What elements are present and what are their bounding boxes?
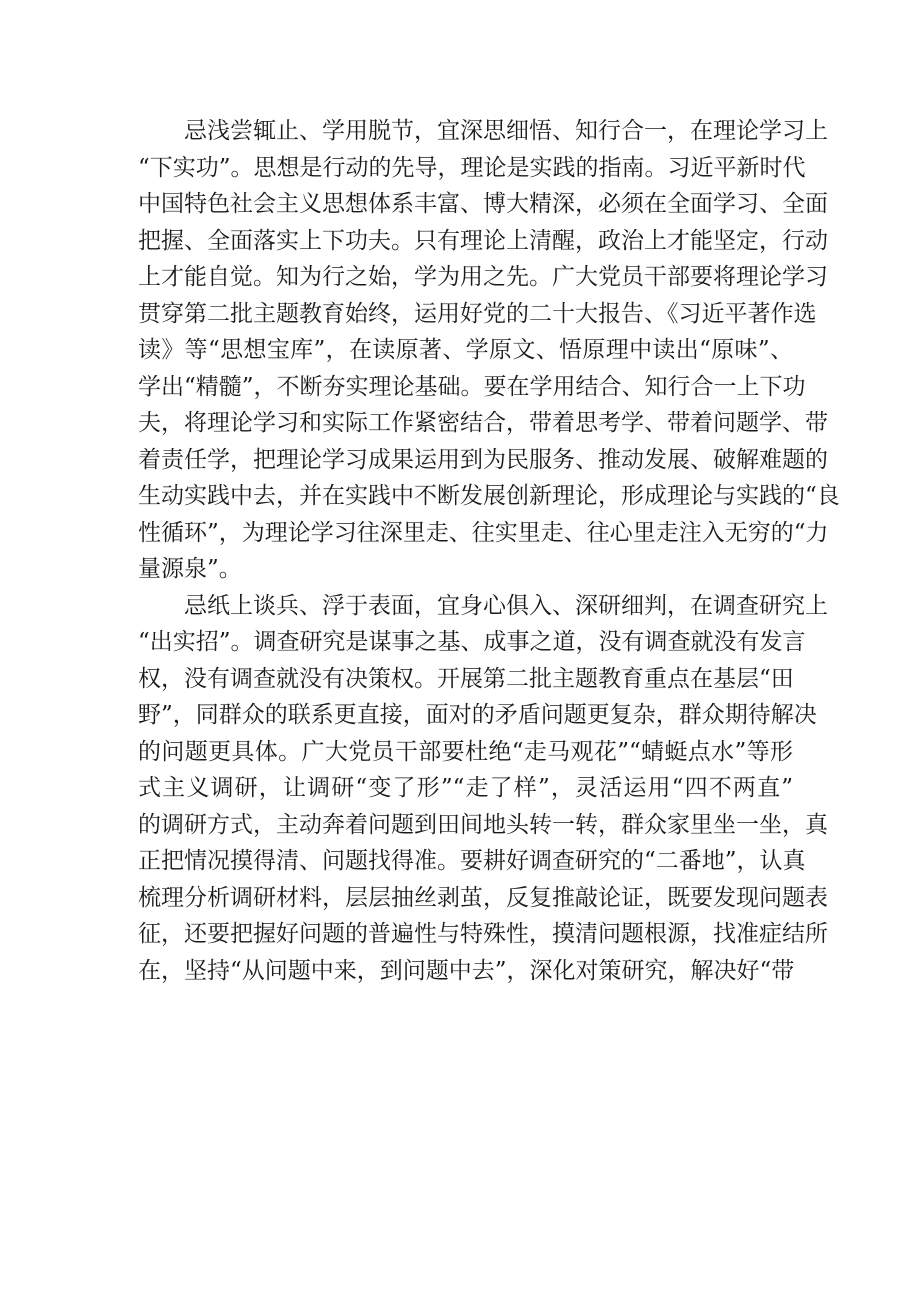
text-line: 性循环”，为理论学习往深里走、往实里走、往心里走注入无穷的“力: [138, 519, 829, 546]
text-line: 中国特色社会主义思想体系丰富、博大精深，必须在全面学习、全面: [138, 191, 828, 217]
text-line: “出实招”。调查研究是谋事之基、成事之道，没有调查就没有发言: [138, 629, 806, 655]
text-line: 权，没有调查就没有决策权。开展第二批主题教育重点在基层“田: [138, 665, 794, 692]
text-line: 贯穿第二批主题教育始终，运用好党的二十大报告、《习近平著作选: [138, 300, 817, 327]
paragraph-investigation-research: [138, 588, 828, 990]
text-line: 正把情况摸得清、问题找得准。要耕好调查研究的“二番地”，认真: [138, 848, 806, 874]
text-line: “下实功”。思想是行动的先导，理论是实践的指南。习近平新时代: [138, 154, 806, 181]
text-line: 上才能自觉。知为行之始，学为用之先。广大党员干部要将理论学习: [138, 264, 828, 290]
text-line: 读》等“思想宝库”，在读原著、学原文、悟原理中读出“原味”、: [138, 337, 793, 363]
document-body: [138, 113, 840, 989]
text-line: 式主义调研，让调研“变了形”“走了样”，灵活运用“四不两直”: [138, 775, 793, 801]
text-line: 量源泉”。: [138, 556, 242, 582]
text-line: 梳理分析调研材料，层层抽丝剥茧，反复推敲论证，既要发现问题表: [138, 884, 828, 911]
text-line: 的问题更具体。广大党员干部要杜绝“走马观花”“蜻蜓点水”等形: [138, 738, 793, 765]
paragraph-theory-study: [138, 113, 840, 588]
text-line: 的调研方式，主动奔着问题到田间地头转一转，群众家里坐一坐，真: [138, 811, 828, 838]
text-line: 学出“精髓”，不断夯实理论基础。要在学用结合、知行合一上下功: [138, 373, 806, 400]
text-line: 生动实践中去，并在实践中不断发展创新理论，形成理论与实践的“良: [138, 483, 840, 509]
text-line: 野”，同群众的联系更直接，面对的矛盾问题更复杂，群众期待解决: [138, 702, 817, 728]
text-line: 在，坚持“从问题中来，到问题中去”，深化对策研究，解决好“带: [138, 957, 795, 984]
text-line: 着责任学，把理论学习成果运用到为民服务、推动发展、破解难题的: [138, 446, 828, 473]
text-line: 忌浅尝辄止、学用脱节，宜深思细悟、知行合一，在理论学习上: [184, 118, 828, 144]
text-line: 夫，将理论学习和实际工作紧密结合，带着思考学、带着问题学、带: [138, 410, 828, 436]
text-line: 忌纸上谈兵、浮于表面，宜身心俱入、深研细判，在调查研究上: [184, 592, 828, 619]
text-line: 征，还要把握好问题的普遍性与特殊性，摸清问题根源，找准症结所: [138, 921, 828, 947]
text-line: 把握、全面落实上下功夫。只有理论上清醒，政治上才能坚定，行动: [138, 227, 828, 254]
